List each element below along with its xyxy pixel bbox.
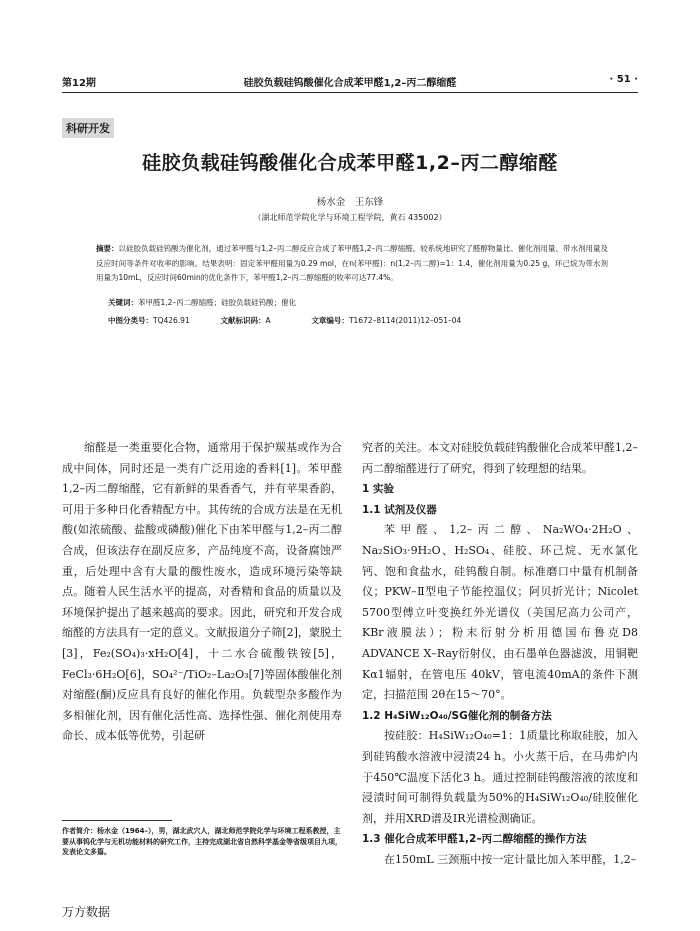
article-id-label: 文章编号： [311, 316, 349, 325]
subsection-heading-catalyst: 1.2 H₄SiW₁₂O₄₀/SG催化剂的制备方法 [362, 709, 552, 722]
section-tag: 科研开发 [62, 118, 114, 138]
clc-label: 中图分类号： [108, 316, 153, 325]
reagents-paragraph: 苯甲醛、1,2–丙二醇、Na₂WO₄·2H₂O、Na₂SiO₃·9H₂O、H₂SO₄、硅胶、环己烷、无水氯化钙、饱和食盐水，硅钨酸自制。标准磨口中量有机制备仪；PKW–Ⅱ型电子节能控温仪；阿贝折光计；Nicolet 5700型傅立叶变换红外光谱仪（美国尼高力公司产，KBr液膜法）；粉末衍射分析用德国布鲁克D8 ADVANCE X–Ray衍射仪，由石墨单色器滤波，用铜靶Kα1辐射，在管电压 40kV，管电流40mA的条件下测定，扫描范围 2θ在15～70°。 [362, 523, 638, 702]
doc-code-value: A [265, 316, 271, 325]
catalyst-paragraph: 按硅胶：H₄SiW₁₂O₄₀=1：1质量比称取硅胶，加入到硅钨酸水溶液中浸渍24 h。小火蒸干后，在马弗炉内于450℃温度下活化3 h。通过控制硅钨酸溶液的浓度和浸渍时间可制得负载量为50%的H₄SiW₁₂O₄₀/硅胶催化剂，并用XRD谱及IR光谱检测确证。 [362, 729, 638, 825]
header-rule [62, 92, 638, 93]
clc-value: TQ426.91 [153, 316, 190, 325]
keywords-label: 关键词： [108, 298, 138, 307]
classification [108, 315, 461, 326]
abstract-label: 摘要： [96, 244, 119, 253]
issue-number: 第12期 [62, 78, 96, 89]
article-title: 硅胶负载硅钨酸催化合成苯甲醛1,2–丙二醇缩醛 [142, 152, 558, 174]
authors: 杨水金 王东锋 [316, 197, 384, 208]
running-title: 硅胶负载硅钨酸催化合成苯甲醛1,2–丙二醇缩醛 [243, 78, 457, 89]
keywords-text: 苯甲醛1,2–丙二醇缩醛；硅胶负载硅钨酸；催化 [138, 298, 297, 307]
keywords [108, 297, 296, 308]
subsection-heading-reagents: 1.1 试剂及仪器 [362, 503, 437, 516]
subsection-heading-procedure: 1.3 催化合成苯甲醛1,2–丙二醇缩醛的操作方法 [362, 833, 587, 846]
abstract [96, 242, 608, 286]
intro-paragraph: 缩醛是一类重要化合物，通常用于保护羰基或作为合成中间体，同时还是一类有广泛用途的香料[1]。苯甲醛1,2–丙二醇缩醛，它有新鲜的果香香气，并有苹果香韵，可用于多种日化香精配方中。其传统的合成方法是在无机酸(如浓硫酸、盐酸或磷酸)催化下由苯甲醛与1,2–丙二醇合成，但该法存在副反应多，产品纯度不高，设备腐蚀严重，后处理中含有大量的酸性废水，造成环境污染等缺点。随着人民生活水平的提高，对香精和食品的质量以及环境保护提出了越来越高的要求。因此，研究和开发合成缩醛的方法具有一定的意义。文献报道分子筛[2]，蒙脱土[3]，Fe₂(SO₄)₃·xH₂O[4]，十二水合硫酸铁铵[5]，FeCl₃·6H₂O[6]，SO₄²⁻/TiO₂–La₂O₃[7]等固体酸催化剂对缩醛(酮)反应具有良好的催化作用。负载型杂多酸作为多相催化剂，因有催化活性高、选择性强、催化剂使用寿命长、成本低等优势，引起研 [62, 441, 342, 743]
footnote-rule [62, 820, 172, 821]
left-column [62, 438, 342, 747]
doc-code-label: 文献标识码： [220, 316, 266, 325]
watermark: 万方数据 [62, 905, 111, 919]
right-column [362, 438, 638, 870]
author-footnote: 作者简介：杨水金（1964–），男，湖北武穴人，湖北师范学院化学与环境工程系教授，主要从事钨化学与无机功能材料的研究工作，主持完成湖北省自然科学基金等省级项目九项，发表论文多篇。 [62, 827, 342, 856]
procedure-paragraph: 在150mL 三颈瓶中按一定计量比加入苯甲醛，1,2– [384, 852, 637, 866]
affiliation: （湖北师范学院化学与环境工程学院，黄石 435002） [253, 213, 447, 222]
intro-paragraph-continued: 究者的关注。本文对硅胶负载硅钨酸催化合成苯甲醛1,2–丙二醇缩醛进行了研究，得到了较理想的结果。 [362, 441, 638, 475]
abstract-text: 以硅胶负载硅钨酸为催化剂，通过苯甲醛与1,2–丙二醇反应合成了苯甲醛1,2–丙二醇缩醛。较系统地研究了醛醇物量比、催化剂用量、带水剂用量及反应时间等条件对收率的影响。结果表明：固定苯甲醛用量为0.29 mol，在n(苯甲醛)：n(1,2–丙二醇)=1：1.4，催化剂用量为0.25 g，环己烷为带水剂用量为10mL，反应时间60min的优化条件下，苯甲醛1,2–丙二醇缩醛的收率可达77.4%。 [96, 244, 608, 282]
page-number: · 51 · [609, 74, 638, 85]
article-id-value: T1672–8114(2011)12–051–04 [348, 316, 462, 325]
section-heading-experiment: 1 实验 [362, 483, 394, 496]
